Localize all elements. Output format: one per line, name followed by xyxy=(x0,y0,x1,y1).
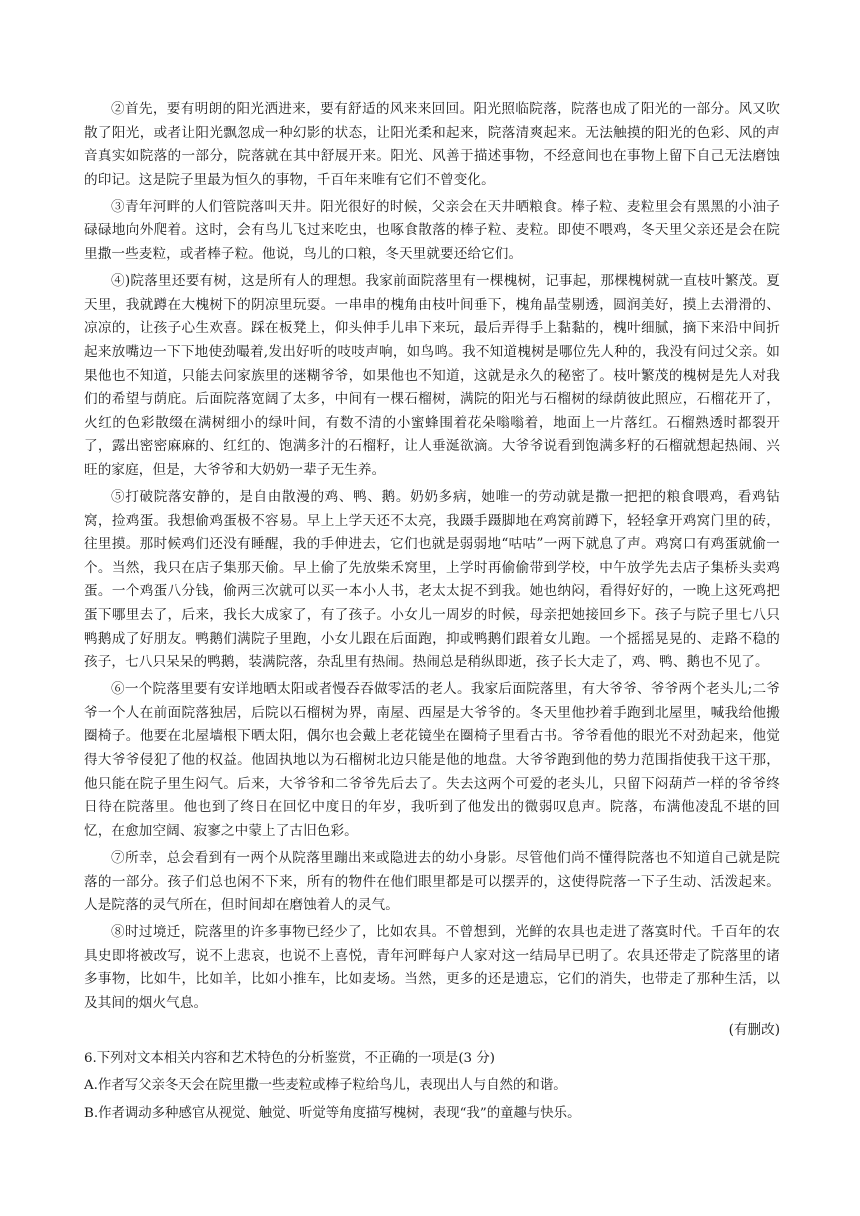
option-b: B.作者调动多种感官从视觉、触觉、听觉等角度描写槐树，表现“我”的童趣与快乐。 xyxy=(84,1105,581,1121)
option-a: A.作者写父亲冬天会在院里撒一些麦粒或棒子粒给鸟儿，表现出人与自然的和谐。 xyxy=(84,1078,567,1094)
question-stem: 6.下列对文本相关内容和艺术特色的分析鉴赏，不正确的一项是(3 分) xyxy=(84,1050,495,1066)
paragraph-4: ④)院落里还要有树，这是所有人的理想。我家前面院落里有一棵槐树，记事起，那棵槐树就一直枝叶繁茂。夏天里，我就蹲在大槐树下的阴凉里玩耍。一串串的槐角由枝叶间垂下，槐角晶莹剔透，圆润美好，摸上去滑滑的、凉凉的，让孩子心生欢喜。踩在板凳上，仰头伸手儿串下来玩，最后弄得手上黏黏的，槐叶细腻，摘下来沿中间折起来放嘴边一下下地使劲嘬着,发出好听的吱吱声响，如鸟鸣。我不知道槐树是哪位先人种的，我没有问过父亲。如果他也不知道，只能去问家族里的迷糊爷爷，如果他也不知道，这就是永久的秘密了。枝叶繁茂的槐树是先人对我们的希望与荫庇。后面院落宽阔了太多，中间有一棵石榴树，满院的阳光与石榴树的绿荫彼此照应，石榴花开了，火红的色彩散缀在满树细小的绿叶间，有数不清的小蜜蜂围着花朵嗡嗡着，地面上一片落红。石榴熟透时都裂开了，露出密密麻麻的、红红的、饱满多汁的石榴籽，让人垂涎欲滴。大爷爷说看到饱满多籽的石榴就想起热闹、兴旺的家庭，但是，大爷爷和大奶奶一辈子无生养。 xyxy=(84,273,780,478)
paragraph-5: ⑤打破院落安静的，是自由散漫的鸡、鸭、鹅。奶奶多病，她唯一的劳动就是撒一把把的粮食喂鸡，看鸡钻窝，捡鸡蛋。我想偷鸡蛋极不容易。早上上学天还不太亮，我蹑手蹑脚地在鸡窝前蹲下，轻轻拿开鸡窝门里的砖，往里摸。那时候鸡们还没有睡醒，我的手伸进去，它们也就是弱弱地“咕咕”一两下就息了声。鸡窝口有鸡蛋就偷一个。当然，我只在店子集那天偷。早上偷了先放柴禾窝里，上学时再偷偷带到学校，中午放学先去店子集桥头卖鸡蛋。一个鸡蛋八分钱，偷两三次就可以买一本小人书，老太太捉不到我。她也纳闷，看得好好的，一晚上这死鸡把蛋下哪里去了，后来，我长大成家了，有了孩子。小女儿一周岁的时候，母亲把她接回乡下。孩子与院子里七八只鸭鹅成了好朋友。鸭鹅们满院子里跑，小女儿跟在后面跑，抑或鸭鹅们跟着女儿跑。一个摇摇晃晃的、走路不稳的孩子，七八只呆呆的鸭鹅，装满院落，杂乱里有热闹。热闹总是稍纵即逝，孩子长大走了，鸡、鸭、鹅也不见了。 xyxy=(84,489,780,671)
edit-note: (有删改) xyxy=(728,1022,780,1039)
paragraph-8: ⑧时过境迁，院落里的许多事物已经少了，比如农具。不曾想到，光鲜的农具也走进了落寞时代。千百年的农具史即将被改写，说不上悲哀，也说不上喜悦，青年河畔每户人家对这一结局早已明了。农具还带走了院落里的诸多事物，比如牛，比如羊，比如小推车，比如麦场。当然，更多的还是遗忘，它们的消失，也带走了那种生活，以及其间的烟火气息。 xyxy=(84,924,780,1011)
document-page xyxy=(84,98,780,1129)
paragraph-3: ③青年河畔的人们管院落叫天井。阳光很好的时候，父亲会在天井晒粮食。棒子粒、麦粒里会有黑黑的小油子碌碌地向外爬着。这时，会有鸟儿飞过来吃虫，也啄食散落的棒子粒、麦粒。即使不喂鸡，冬天里父亲还是会在院里撒一些麦粒，或者棒子粒。他说，鸟儿的口粮，冬天里就要还给它们。 xyxy=(84,198,780,263)
paragraph-2: ②首先，要有明朗的阳光洒进来，要有舒适的风来来回回。阳光照临院落，院落也成了阳光的一部分。风又吹散了阳光，或者让阳光飘忽成一种幻影的状态，让阳光柔和起来，院落清爽起来。无法触摸的阳光的色彩、风的声音真实如院落的一部分，院落就在其中舒展开来。阳光、风善于描述事物，不经意间也在事物上留下自己无法磨蚀的印记。这是院子里最为恒久的事物，千百年来唯有它们不曾变化。 xyxy=(84,101,780,188)
paragraph-7: ⑦所幸，总会看到有一两个从院落里蹦出来或隐进去的幼小身影。尽管他们尚不懂得院落也不知道自己就是院落的一部分。孩子们总也闲不下来，所有的物件在他们眼里都是可以摆弄的，这使得院落一下子生动、活泼起来。人是院落的灵气所在，但时间却在磨蚀着人的灵气。 xyxy=(84,849,780,914)
paragraph-6: ⑥一个院落里要有安详地晒太阳或者慢吞吞做零活的老人。我家后面院落里，有大爷爷、爷爷两个老头儿;二爷爷一个人在前面院落独居，后院以石榴树为界，南屋、西屋是大爷爷的。冬天里他抄着手跑到北屋里，喊我给他搬圈椅子。他要在北屋墙根下晒太阳，偶尔也会戴上老花镜坐在圈椅子里看古书。爷爷看他的眼光不对劲起来，他觉得大爷爷侵犯了他的权益。他固执地以为石榴树北边只能是他的地盘。大爷爷跑到他的势力范围指使我干这干那，他只能在院子里生闷气。后来，大爷爷和二爷爷先后去了。失去这两个可爱的老头儿，只留下闷葫芦一样的爷爷终日待在院落里。他也到了终日在回忆中度日的年岁，我听到了他发出的微弱叹息声。院落，布满他凌乱不堪的回忆，在愈加空阔、寂寥之中蒙上了古旧色彩。 xyxy=(84,681,780,839)
